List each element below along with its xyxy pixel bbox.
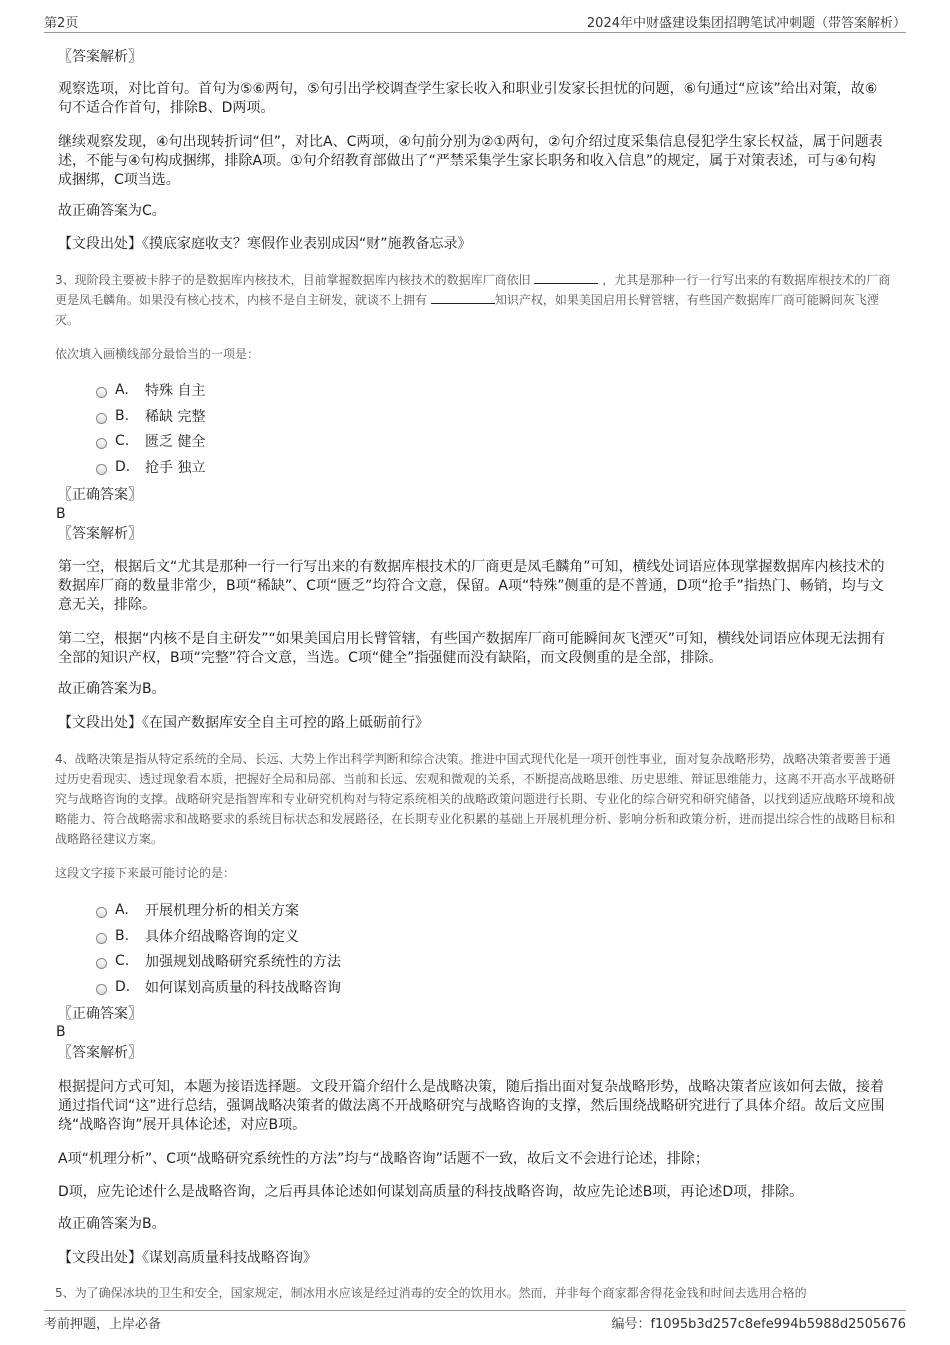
radio-icon[interactable] [96,958,107,969]
option-letter: B. [115,928,130,944]
analysis-label: 〖答案解析〗 [58,49,142,65]
analysis-paragraph: 第一空，根据后文“尤其是那种一行一行写出来的有数据库根技术的厂商更是凤毛麟角”可知，横线处词语应体现掌握数据库内核技术的数据库厂商的数量非常少，B项“稀缺”、C项“匮乏”均符合文意，保留。A项“特殊”侧重的是不普通，D项“抢手”指热门、畅销，均与文意无关，排除。 [58,559,885,613]
option-text: 加强规划战略研究系统性的方法 [145,954,341,970]
stem-part: ，尤其是那种一行一行写出来的有数据库根技术的厂商更是凤毛麟角。如果没有核心技术，内核不是自主研发，就谈不上拥有 [55,273,891,307]
source-label: 【文段出处】 [58,1250,142,1266]
analysis-paragraph: A项“机理分析”、C项“战略研究系统性的方法”均与“战略咨询”话题不一致，故后文不会进行论述，排除； [58,1151,709,1167]
analysis-paragraph: 根据提问方式可知，本题为接语选择题。文段开篇介绍什么是战略决策，随后指出面对复杂战略形势，战略决策者应该如何去做，接着通过指代词“这”进行总结，强调战略决策者的做法离不开战略研究与战略咨询的支撑，然后围绕战略研究进行了具体介绍。故后文应围绕“战略咨询”展开具体论述，对应B项。 [58,1079,885,1133]
question-stem [55,270,900,330]
radio-icon[interactable] [96,464,107,475]
answer-conclusion: 故正确答案为B。 [58,1216,166,1232]
option-letter: D. [115,459,131,475]
question-stem: 5、为了确保冰块的卫生和安全，国家规定，制冰用水应该是经过消毒的安全的饮用水。然而，并非每个商家都舍得花金钱和时间去选用合格的 [55,1286,807,1300]
radio-icon[interactable] [96,984,107,995]
question-stem: 4、战略决策是指从特定系统的全局、长远、大势上作出科学判断和综合决策。推进中国式现代化是一项开创性事业，面对复杂战略形势，战略决策者要善于通过历史看现实、透过现象看本质，把握好全局和局部、当前和长远、宏观和微观的关系，不断提高战略思维、历史思维、辩证思维能力，这离不开高水平战略研究与战略咨询的支撑。战略研究是指智库和专业研究机构对与特定系统相关的战略政策问题进行长期、专业化的综合研究和研究储备，以找到适应战略环境和战略能力、符合战略需求和战略要求的系统目标状态和发展路径，在长期专业化积累的基础上开展机理分析、影响分析和政策分析，进而提出综合性的战略目标和战略路径建议方案。 [55,752,896,846]
analysis-label: 〖答案解析〗 [58,1045,142,1061]
option-text: 如何谋划高质量的科技战略咨询 [145,980,341,996]
option-letter: A. [115,382,129,398]
analysis-label: 〖答案解析〗 [58,526,142,542]
blank-1 [534,283,598,284]
analysis-paragraph: 第二空，根据“内核不是自主研发”“如果美国启用长臂管辖，有些国产数据库厂商可能瞬间灰飞湮灭”可知，横线处词语应体现无法拥有全部的知识产权，B项“完整”符合文意，当选。C项“健全”指强健而没有缺陷，而文段侧重的是全部，排除。 [58,631,886,666]
source-title: 《摸底家庭收支？寒假作业表别成因“财”施教备忘录》 [142,236,472,252]
correct-answer: B [56,1024,66,1040]
option-text: 开展机理分析的相关方案 [145,903,299,919]
option-letter: A. [115,902,129,918]
option-c[interactable] [96,951,341,971]
analysis-paragraph: D项，应先论述什么是战略咨询，之后再具体论述如何谋划高质量的科技战略咨询，故应先论述B项，再论述D项，排除。 [58,1184,804,1200]
radio-icon[interactable] [96,413,107,424]
question-prompt: 依次填入画横线部分最恰当的一项是： [55,347,260,361]
question-prompt: 这段文字接下来最可能讨论的是： [55,866,236,880]
radio-icon[interactable] [96,907,107,918]
option-text: 特殊 自主 [145,383,206,399]
document-code: 编号：f1095b3d257c8efe994b5988d2505676 [611,1317,906,1332]
radio-icon[interactable] [96,933,107,944]
source-title: 《谋划高质量科技战略咨询》 [142,1250,317,1266]
correct-answer: B [56,506,66,522]
radio-icon[interactable] [96,387,107,398]
option-letter: B. [115,408,130,424]
correct-answer-label: 〖正确答案〗 [58,487,142,503]
source-line [58,235,888,254]
source-title: 《在国产数据库安全自主可控的路上砥砺前行》 [142,715,429,731]
option-d[interactable] [96,457,205,477]
option-a[interactable] [96,380,205,400]
option-text: 稀缺 完整 [145,409,206,425]
source-label: 【文段出处】 [58,715,142,731]
blank-2 [431,303,495,304]
stem-part: 知识产权，如果美国启用长臂管辖，有些国产数据库厂商可能瞬间灰飞湮灭。 [55,293,879,327]
option-a[interactable] [96,900,299,920]
footer-slogan: 考前押题，上岸必备 [44,1317,162,1332]
document-title: 2024年中财盛建设集团招聘笔试冲刺题（带答案解析） [586,16,906,31]
option-text: 抢手 独立 [145,460,206,476]
footer-divider [44,1310,906,1311]
answer-conclusion: 故正确答案为B。 [58,681,166,697]
radio-icon[interactable] [96,438,107,449]
source-line [58,714,888,733]
option-b[interactable] [96,926,299,946]
option-letter: C. [115,953,130,969]
correct-answer-label: 〖正确答案〗 [58,1006,142,1022]
option-text: 具体介绍战略咨询的定义 [145,929,299,945]
analysis-paragraph: 观察选项，对比首句。首句为⑤⑥两句，⑤句引出学校调查学生家长收入和职业引发家长担忧的问题，⑥句通过“应该”给出对策，故⑥句不适合作首句，排除B、D两项。 [58,81,878,116]
option-d[interactable] [96,977,341,997]
source-label: 【文段出处】 [58,236,142,252]
header-divider [44,32,906,33]
answer-conclusion: 故正确答案为C。 [58,203,166,219]
source-line [58,1249,888,1268]
option-b[interactable] [96,406,205,426]
option-letter: D. [115,979,131,995]
page-number: 第2页 [44,16,79,31]
analysis-paragraph: 继续观察发现，④句出现转折词“但”，对比A、C两项，④句前分别为②①两句，②句介绍过度采集信息侵犯学生家长权益，属于问题表述，不能与④句构成捆绑，排除A项。①句介绍教育部做出了“严禁采集学生家长职务和收入信息”的规定，属于对策表述，可与④句构成捆绑，C项当选。 [58,134,883,188]
option-text: 匮乏 健全 [145,434,206,450]
option-letter: C. [115,433,130,449]
option-c[interactable] [96,431,205,451]
stem-part: 3、现阶段主要被卡脖子的是数据库内核技术，目前掌握数据库内核技术的数据库厂商依旧 [55,273,531,287]
